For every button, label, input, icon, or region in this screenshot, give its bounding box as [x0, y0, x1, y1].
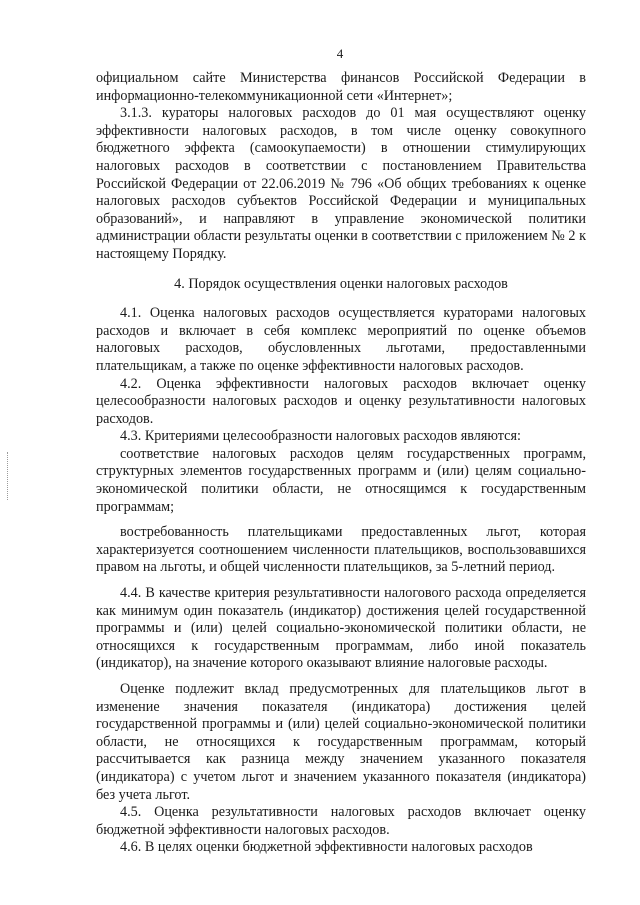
paragraph-3-1-3: 3.1.3. кураторы налоговых расходов до 01 мая осуществляют оценку эффективности налоговых расходов, в том числе оценку совокупного бюджетного эффекта (самоокупаемости) в отношении стимулирующих налоговых расходов в соответствии с постановлением Правительства Российской Федерации от 22.06.2019 № 796 «Об общих требованиях к оценке налоговых расходов субъектов Российской Федерации и муниципальных образований», и направляют в управление экономической политики администрации области результаты оценки в соответствии с приложением № 2 к настоящему Порядку. — [96, 105, 586, 262]
paragraph-4-4: 4.4. В качестве критерия результативности налогового расхода определяется как минимум один показатель (индикатор) достижения целей государственной программы и (или) целей социально-экономической политики области, не относящихся к государственным программам, либо иной показатель (индикатор), на значение которого оказывают влияние налоговые расходы. — [96, 585, 586, 672]
section-heading: 4. Порядок осуществления оценки налоговых расходов — [174, 275, 508, 292]
paragraph-4-6: 4.6. В целях оценки бюджетной эффективности налоговых расходов — [120, 839, 533, 856]
paragraph-4-3: 4.3. Критериями целесообразности налоговых расходов являются: — [120, 428, 521, 445]
page-number: 4 — [336, 46, 344, 61]
document-body — [96, 70, 586, 857]
paragraph-evaluation: Оценке подлежит вклад предусмотренных для плательщиков льгот в изменение значения показателя (индикатора) достижения целей государственной программы и (или) целей социально-экономической политики области, не относящихся к государственным программам, который рассчитывается как разница между значением указанного показателя (индикатора) с учетом льгот и значением указанного показателя (индикатора) без учета льгот. — [96, 681, 586, 803]
paragraph-continuation: официальном сайте Министерства финансов Российской Федерации в информационно-телекоммуникационной сети «Интернет»; — [96, 70, 586, 104]
paragraph-4-2: 4.2. Оценка эффективности налоговых расходов включает оценку целесообразности налоговых расходов и оценку результативности налоговых расходов. — [96, 375, 586, 427]
criterion-item-2: востребованность плательщиками предоставленных льгот, которая характеризуется соотношением численности плательщиков, воспользовавшихся правом на льготы, и общей численности плательщиков, за 5-летний период. — [96, 524, 586, 576]
margin-mark — [7, 452, 11, 500]
paragraph-4-1: 4.1. Оценка налоговых расходов осуществляется кураторами налоговых расходов и включает в себя комплекс мероприятий по оценке объемов налоговых расходов, обусловленных льготами, предоставленными плательщикам, а также по оценке эффективности налоговых расходов. — [96, 305, 586, 374]
criterion-item-1: соответствие налоговых расходов целям государственных программ, структурных элементов государственных программ и (или) целям социально-экономической политики области, не относящимся к государственным программам; — [96, 445, 586, 515]
paragraph-4-5: 4.5. Оценка результативности налоговых расходов включает оценку бюджетной эффективности налоговых расходов. — [96, 804, 586, 838]
